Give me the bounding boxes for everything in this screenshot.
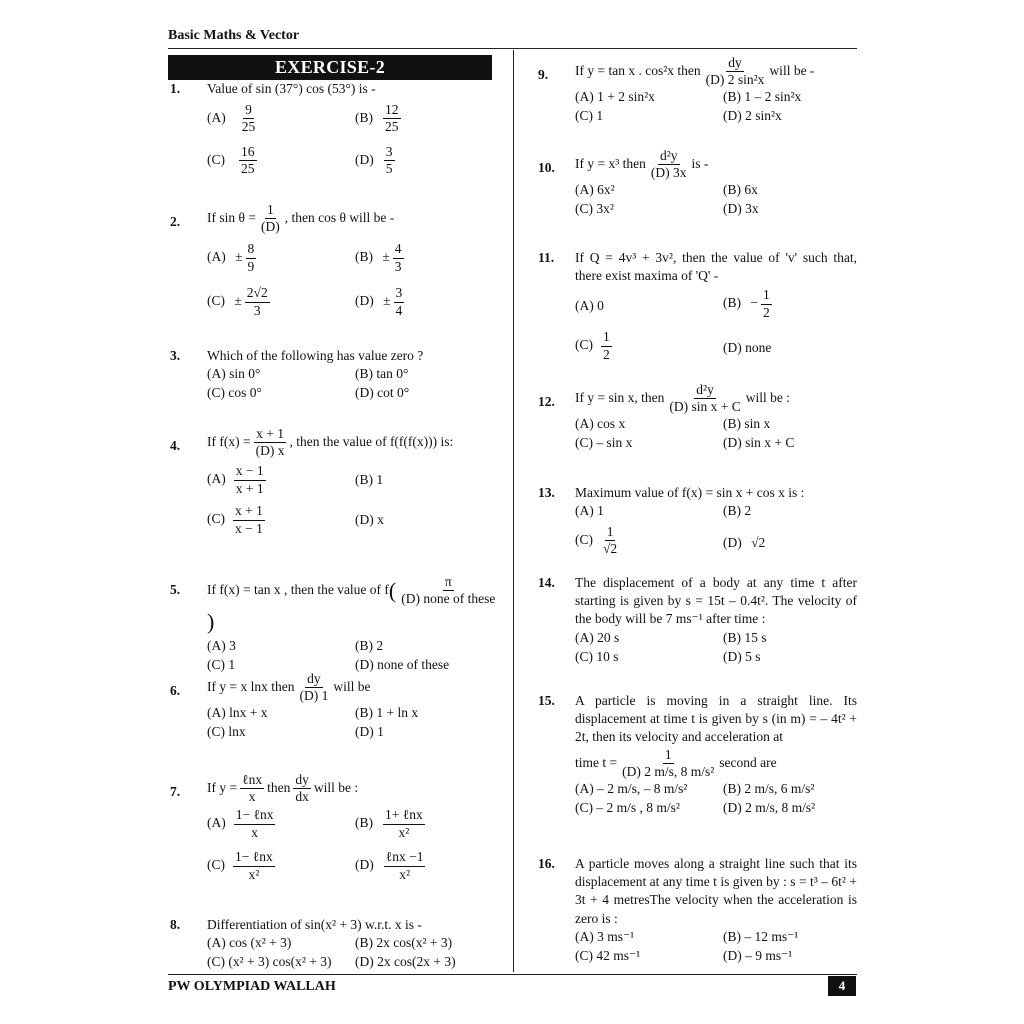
option-c: (C) 42 ms⁻¹ bbox=[575, 947, 641, 963]
option-d: (D) none bbox=[723, 340, 772, 356]
option-c: (C) cos 0° bbox=[207, 385, 262, 401]
option-b: (B) 2 m/s, 6 m/s² bbox=[723, 781, 815, 797]
question-number: 7. bbox=[170, 784, 181, 799]
option-b: (B) 1 + ln x bbox=[355, 705, 419, 721]
option-d: (D) 1 bbox=[355, 724, 384, 740]
question-number: 11. bbox=[538, 250, 555, 265]
option-d: (D) – 9 ms⁻¹ bbox=[723, 947, 793, 963]
option-c: (C) 10 s bbox=[575, 648, 619, 664]
question-5 bbox=[170, 574, 507, 677]
page-number: 4 bbox=[828, 976, 856, 996]
question-7 bbox=[170, 772, 507, 895]
question-11 bbox=[538, 249, 857, 375]
option-c: (C) $\frac{16}{25}$ bbox=[207, 144, 255, 177]
question-number: 6. bbox=[170, 683, 181, 698]
option-b: (B) $\frac{\text{1+ ℓnx}}{\text{x²}}$ bbox=[355, 807, 423, 840]
exercise-title-banner: EXERCISE-2 bbox=[168, 55, 492, 80]
question-text: The displacement of a body at any time t after starting is given by s = 15t – 0.4t². The velocity of the body will be 7 ms⁻¹ after time : bbox=[575, 575, 857, 627]
header-divider bbox=[168, 48, 857, 49]
option-c: (C) $\frac{1}{√2}$ bbox=[575, 524, 618, 557]
option-b: (B) 2 bbox=[355, 638, 384, 654]
option-a: (A) 3 ms⁻¹ bbox=[575, 928, 635, 944]
option-b: (B) $\frac{12}{25}$ bbox=[355, 102, 399, 135]
option-b: (B) 1 – 2 sin²x bbox=[723, 89, 802, 105]
question-text: A particle is moving in a straight line. Its displacement at time t is given by s (in m) = – 4t² + 2t, then its velocity and acceleration at bbox=[575, 693, 857, 745]
question-text: If Q = 4v³ + 3v², then the value of 'v' such that, there exist maxima of 'Q' - bbox=[575, 250, 857, 284]
option-d: (D) 5 s bbox=[723, 648, 761, 664]
question-9 bbox=[538, 55, 857, 128]
option-a: (A) 20 s bbox=[575, 629, 620, 645]
question-text: If y = x lnx then $\frac{dy}{(D) 1}$ will be bbox=[207, 671, 371, 704]
question-number: 12. bbox=[538, 394, 555, 409]
option-b: (B) − $\frac{1}{2}$ bbox=[723, 287, 770, 320]
question-text: If sin θ = $\frac{1}{(D)}$ , then cos θ will be - bbox=[207, 202, 395, 235]
question-number: 14. bbox=[538, 575, 555, 590]
option-d: (D) 2 m/s, 8 m/s² bbox=[723, 800, 816, 816]
question-3 bbox=[170, 347, 507, 405]
option-b: (B) 6x bbox=[723, 182, 758, 198]
question-text: If y = x³ then $\frac{\text{d²y}}{(D) 3x}$ is - bbox=[575, 148, 709, 181]
option-c: (C) 1 bbox=[207, 657, 236, 673]
option-c: (C) – sin x bbox=[575, 435, 633, 451]
option-a: (A) cos (x² + 3) bbox=[207, 935, 292, 951]
option-d: (D) ± $\frac{3}{4}$ bbox=[355, 285, 403, 318]
question-text: If f(x) = tan x , then the value of f( $\frac{\pi}{\text{(D) none of these}}$ ) bbox=[207, 574, 496, 635]
option-b: (B) 2x cos(x² + 3) bbox=[355, 935, 453, 951]
question-text-cont: time t = $\frac{1}{\text{(D) 2 m/s, 8 m/s²}}$ second are bbox=[575, 746, 777, 779]
question-text: If y = $\frac{\text{ℓnx}}{x}$ then $\frac{dy}{dx}$ will be : bbox=[207, 772, 359, 805]
question-number: 4. bbox=[170, 438, 181, 453]
option-c: (C) (x² + 3) cos(x² + 3) bbox=[207, 954, 332, 970]
option-d: (D) 3x bbox=[723, 201, 759, 217]
question-text: If y = tan x . cos²x then $\frac{dy}{\text{(D) 2 sin²x}}$ will be - bbox=[575, 55, 815, 88]
option-a: (A) ± $\frac{8}{9}$ bbox=[207, 241, 255, 274]
option-b: (B) sin x bbox=[723, 416, 771, 432]
question-number: 9. bbox=[538, 67, 549, 82]
page-header-title: Basic Maths & Vector bbox=[168, 28, 300, 43]
option-c: (C) lnx bbox=[207, 724, 246, 740]
option-d: (D) $\frac{\text{ℓnx −1}}{\text{x²}}$ bbox=[355, 849, 424, 882]
option-b: (B) 15 s bbox=[723, 629, 767, 645]
question-number: 16. bbox=[538, 856, 555, 871]
question-number: 5. bbox=[170, 582, 181, 597]
option-d: (D) $\frac{3}{5}$ bbox=[355, 144, 393, 177]
option-c: (C) – 2 m/s , 8 m/s² bbox=[575, 800, 680, 816]
question-13 bbox=[538, 484, 857, 562]
option-a: (A) $\frac{x - 1}{x + 1}$ bbox=[207, 463, 264, 496]
question-8 bbox=[170, 916, 507, 974]
option-a: (A) – 2 m/s, – 8 m/s² bbox=[575, 781, 688, 797]
column-divider bbox=[513, 50, 514, 972]
option-a: (A) $\frac{9}{25}$ bbox=[207, 102, 256, 135]
option-a: (A) 1 bbox=[575, 503, 604, 519]
option-d: (D) cot 0° bbox=[355, 385, 410, 401]
option-c: (C) 3x² bbox=[575, 201, 614, 217]
option-d: (D) none of these bbox=[355, 657, 450, 673]
question-text: If y = sin x, then $\frac{\text{d²y}}{\text{(D) sin x + C}}$ will be : bbox=[575, 382, 790, 415]
option-c: (C) 1 bbox=[575, 108, 604, 124]
question-number: 13. bbox=[538, 485, 555, 500]
question-6 bbox=[170, 671, 507, 744]
option-a: (A) $\frac{\text{1− ℓnx}}{x}$ bbox=[207, 807, 274, 840]
question-number: 15. bbox=[538, 693, 555, 708]
option-b: (B) 2 bbox=[723, 503, 752, 519]
question-10 bbox=[538, 148, 857, 221]
option-b: (B) ± $\frac{4}{3}$ bbox=[355, 241, 402, 274]
question-text: If f(x) = $\frac{x + 1}{(D) x}$ , then the value of f(f(f(x))) is: bbox=[207, 426, 454, 459]
option-d: (D) 2x cos(2x + 3) bbox=[355, 954, 456, 970]
question-text: Differentiation of sin(x² + 3) w.r.t. x is - bbox=[207, 917, 422, 932]
question-12 bbox=[538, 382, 857, 455]
question-4 bbox=[170, 426, 502, 559]
question-2 bbox=[170, 202, 507, 325]
option-b: (B) 1 bbox=[355, 472, 384, 488]
question-text: Maximum value of f(x) = sin x + cos x is : bbox=[575, 485, 805, 500]
option-d: (D) 2 sin²x bbox=[723, 108, 782, 124]
question-14 bbox=[538, 574, 857, 669]
option-a: (A) lnx + x bbox=[207, 705, 268, 721]
option-a: (A) cos x bbox=[575, 416, 626, 432]
option-a: (A) 3 bbox=[207, 638, 236, 654]
question-text: Value of sin (37°) cos (53°) is - bbox=[207, 81, 376, 96]
option-b: (B) tan 0° bbox=[355, 366, 409, 382]
option-a: (A) 1 + 2 sin²x bbox=[575, 89, 655, 105]
option-c: (C) $\frac{\text{1− ℓnx}}{\text{x²}}$ bbox=[207, 849, 273, 882]
option-c: (C) $\frac{x + 1}{x - 1}$ bbox=[207, 503, 263, 536]
question-text: Which of the following has value zero ? bbox=[207, 348, 424, 363]
option-a: (A) 6x² bbox=[575, 182, 615, 198]
question-number: 8. bbox=[170, 917, 181, 932]
option-a: (A) sin 0° bbox=[207, 366, 261, 382]
question-16 bbox=[538, 855, 857, 968]
question-number: 1. bbox=[170, 81, 181, 96]
option-d: (D) √2 bbox=[723, 535, 766, 551]
option-d: (D) x bbox=[355, 512, 384, 528]
question-15 bbox=[538, 692, 857, 820]
option-b: (B) – 12 ms⁻¹ bbox=[723, 928, 799, 944]
option-c: (C) $\frac{1}{2}$ bbox=[575, 329, 610, 362]
option-a: (A) 0 bbox=[575, 298, 604, 314]
question-number: 10. bbox=[538, 160, 555, 175]
option-d: (D) sin x + C bbox=[723, 435, 795, 451]
question-1 bbox=[170, 80, 507, 178]
question-text: A particle moves along a straight line such that its displacement at any time t is given by : s = t³ – 6t² + 3t + 4 metresThe velocity when the acceleration is zero is : bbox=[575, 856, 857, 926]
option-c: (C) ± $\frac{2√2}{3}$ bbox=[207, 285, 268, 318]
question-number: 2. bbox=[170, 214, 181, 229]
question-number: 3. bbox=[170, 348, 181, 363]
footer-brand: PW OLYMPIAD WALLAH bbox=[168, 979, 336, 994]
